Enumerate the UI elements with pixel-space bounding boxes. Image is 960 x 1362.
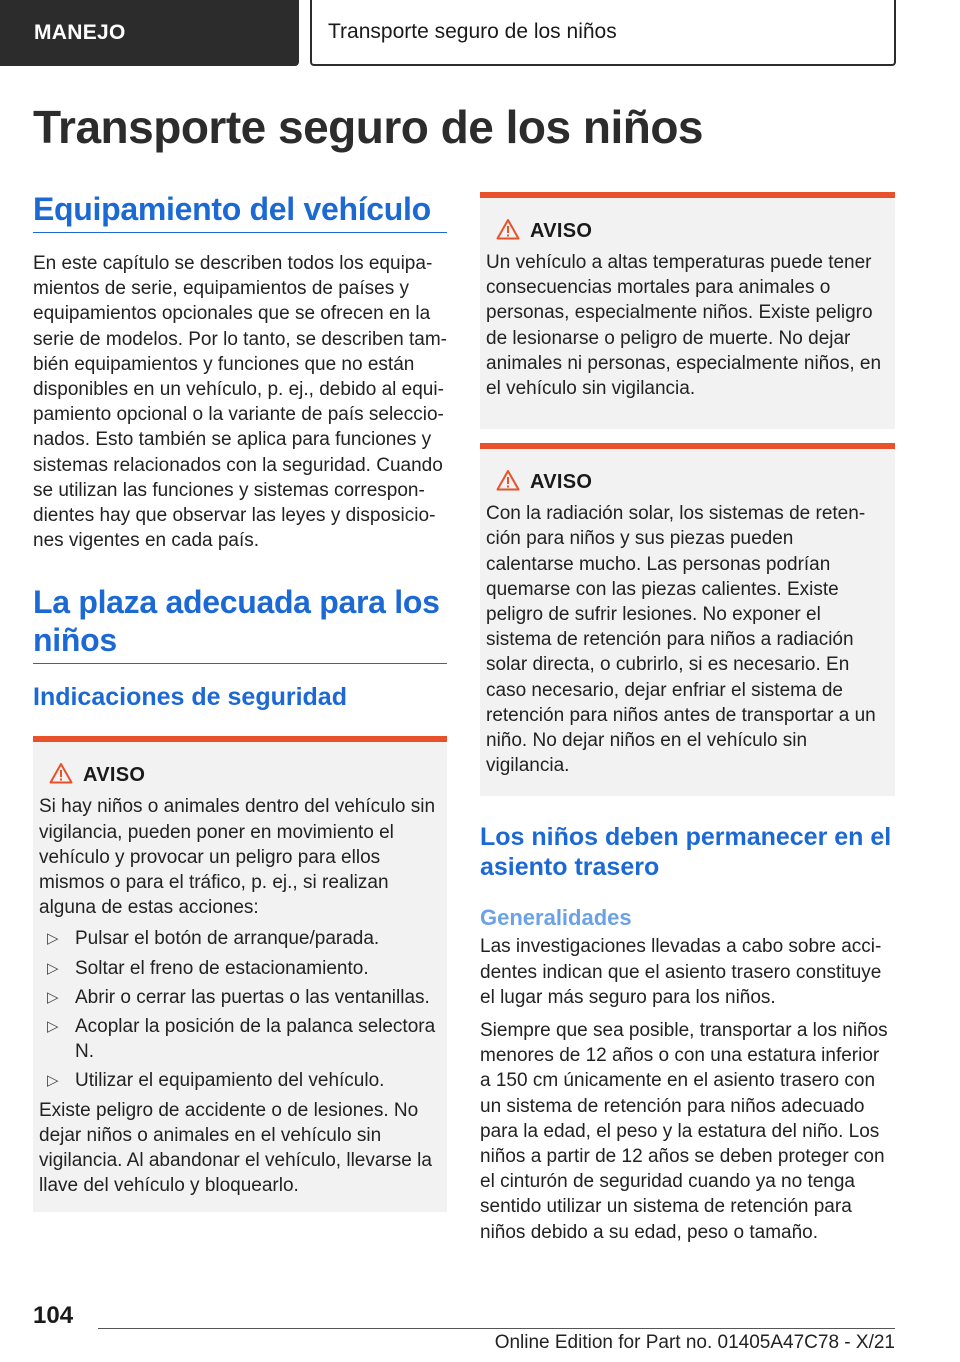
page-number: 104 [33, 1302, 74, 1329]
generalidades-p1: Las investigaciones llevadas a cabo sobre accidentes indican que el asiento trasero constituye el lugar más seguro para los niños. [480, 936, 882, 1008]
warning-label: AVISO [530, 219, 593, 242]
warning-1-outro: Existe peligro de accidente o de lesiones. No dejar niños o animales en el vehículo sin vigilancia. Al abandonar el vehículo, llevarse la llave del vehículo y bloquearlo. [39, 1099, 432, 1197]
warning-box-2 [480, 192, 895, 429]
warning-2-text: Un vehículo a altas temperaturas puede tener consecuencias mortales para animales o personas, especialmente niños. Existe peligro de lesionarse o peligro de muerte. No dejar animales ni personas, especialmente niños, en el vehículo sin vigilancia. [486, 252, 882, 400]
heading-equipamiento: Equipamiento del vehículo [33, 190, 447, 233]
list-item: ▷ Acoplar la posición de la palanca selectora N. [39, 1014, 437, 1064]
warning-box-3 [480, 443, 895, 796]
section-tab: MANEJO [0, 0, 299, 66]
warning-1-list [39, 926, 437, 1093]
list-item: ▷ Abrir o cerrar las puertas o las ventanillas. [39, 985, 437, 1010]
right-column [480, 192, 895, 1245]
heading-plaza-adecuada: La plaza adecuada para los niños [33, 583, 447, 664]
warning-triangle-icon [486, 218, 526, 244]
bullet-triangle-icon: ▷ [47, 959, 59, 977]
warning-header [486, 218, 885, 244]
warning-label: AVISO [530, 470, 593, 493]
generalidades-p2: Siempre que sea posible, transportar a los niños menores de 12 años o con una estatura inferior a 150 cm únicamente en el asiento trasero con un sistema de retención para niños adecuado para la edad, el peso y la estatura del niño. Los niños a partir de 12 años se deben proteger con el cinturón de seguridad cuando ya no tenga sentido utilizar un sistema de retención para niños debido a su edad, peso o tamaño. [480, 1020, 888, 1243]
page-title: Transporte seguro de los niños [33, 101, 704, 153]
bullet-triangle-icon: ▷ [47, 1018, 59, 1036]
list-item: ▷ Pulsar el botón de arranque/parada. [39, 926, 437, 951]
heading-generalidades: Generalidades [480, 905, 632, 931]
footer-divider [98, 1328, 895, 1329]
bullet-triangle-icon: ▷ [47, 1072, 59, 1090]
warning-header [39, 762, 437, 788]
edition-info: Online Edition for Part no. 01405A47C78 - X/21 [494, 1332, 895, 1353]
heading-ninos-asiento-trasero: Los niños deben permanecer en el asiento trasero [480, 823, 892, 882]
warning-header [486, 469, 885, 495]
warning-triangle-icon [39, 762, 79, 788]
header-title: Transporte seguro de los niños [310, 0, 896, 66]
warning-1-intro: Si hay niños o animales dentro del vehículo sin vigilancia, pueden poner en movimiento el vehículo y provocar un peligro para ellos mismos o para el tráfico, p. ej., si realizan alguna de estas acciones: [39, 796, 436, 919]
bullet-triangle-icon: ▷ [47, 988, 59, 1006]
warning-3-text: Con la radiación solar, los sistemas de retención para niños y sus piezas pueden calentarse mucho. Las personas podrían quemarse con las piezas calientes. Existe peligro de sufrir lesiones. No exponer el sistema de retención para niños a radiación solar directa, o cubrirlo, si es necesario. En caso necesario, dejar enfriar el sistema de retención para niños antes de transportar a un niño. No dejar niños en el vehículo sin vigilancia. [486, 503, 876, 777]
warning-triangle-icon [486, 469, 526, 495]
heading-indicaciones: Indicaciones de seguridad [33, 683, 347, 712]
equipamiento-text: En este capítulo se describen todos los equipamientos de serie, equipamientos de países y equipamientos opcionales que se ofrecen en la serie de modelos. Por lo tanto, se describen también equipamientos y funciones que no están disponibles en un vehículo, p. ej., debido al equipamiento opcional o la variante de país seleccionados. Esto también se aplica para funciones y sistemas relacionados con la seguridad. Cuando se utilizan las funciones y sistemas correspondientes hay que observar las leyes y disposiciones vigentes en cada país. [33, 253, 447, 552]
warning-box-1 [33, 736, 447, 1212]
left-column [33, 190, 447, 1212]
list-item: ▷ Utilizar el equipamiento del vehículo. [39, 1068, 437, 1093]
page-footer [0, 1300, 960, 1362]
list-item: ▷ Soltar el freno de estacionamiento. [39, 956, 437, 981]
bullet-triangle-icon: ▷ [47, 930, 59, 948]
warning-label: AVISO [83, 763, 146, 786]
page-header [0, 0, 960, 66]
